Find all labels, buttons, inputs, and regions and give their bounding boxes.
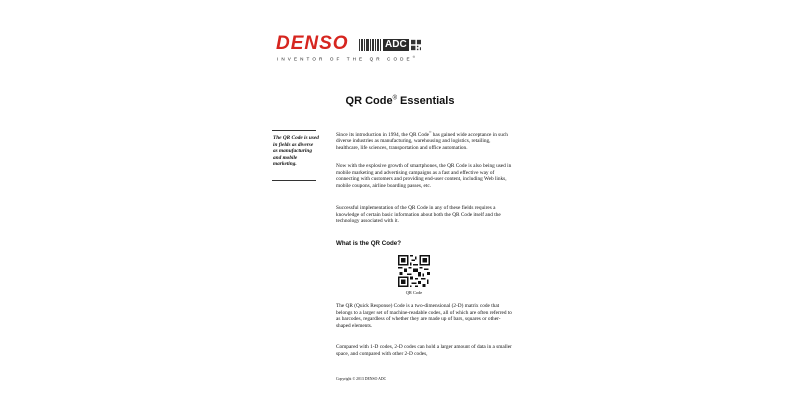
- intro-paragraph-3: Successful implementation of the QR Code in any of these fields requires a knowledge of certain basic information about both the QR Code itself and the technology associated with it.: [336, 205, 501, 225]
- intro-paragraph-1: Since its introduction in 1994, the QR Code® has gained wide acceptance in such diverse industries as manufacturing, warehousing and logistics, retailing, healthcare, life sciences, transportation and office automation.: [336, 130, 508, 151]
- sidebar-bottom-rule: [272, 180, 316, 181]
- sidebar-top-rule: [272, 130, 316, 131]
- section-paragraph-1: The QR (Quick Response) Code is a two-dimensional (2-D) matrix code that belongs to a larger set of machine-readable codes, all of which are often referred to as barcodes, regardless of whether they are made up of bars, squares or other-shaped elements.: [336, 303, 512, 329]
- adc-logo-text: ADC: [385, 39, 407, 50]
- sidebar-note: The QR Code is used in fields as diverse as manufacturing and mobile marketing.: [273, 135, 319, 168]
- qr-code-image: [398, 255, 430, 287]
- section-heading: What is the QR Code?: [336, 240, 401, 247]
- copyright-notice: Copyright © 2013 DENSO ADC: [336, 377, 387, 381]
- qr-logo-icon: [411, 39, 421, 51]
- section-paragraph-2: Compared with 1-D codes, 2-D codes can hold a larger amount of data in a smaller space, and compared with other 2-D codes,: [336, 344, 512, 357]
- tagline: INVENTOR OF THE QR CODE®: [277, 55, 415, 62]
- adc-logo: [359, 38, 421, 52]
- barcode-icon: [359, 39, 381, 51]
- document-title: QR Code® Essentials: [345, 95, 455, 107]
- intro-paragraph-2: Now with the explosive growth of smartphones, the QR Code is also being used in mobile marketing and advertising campaigns as a fast and effective way of connecting with customers and providing end-user content, including Web links, mobile coupons, airline boarding passes, etc.: [336, 163, 512, 189]
- denso-logo: DENSO: [276, 33, 349, 54]
- figure-caption: QR Code: [405, 290, 423, 295]
